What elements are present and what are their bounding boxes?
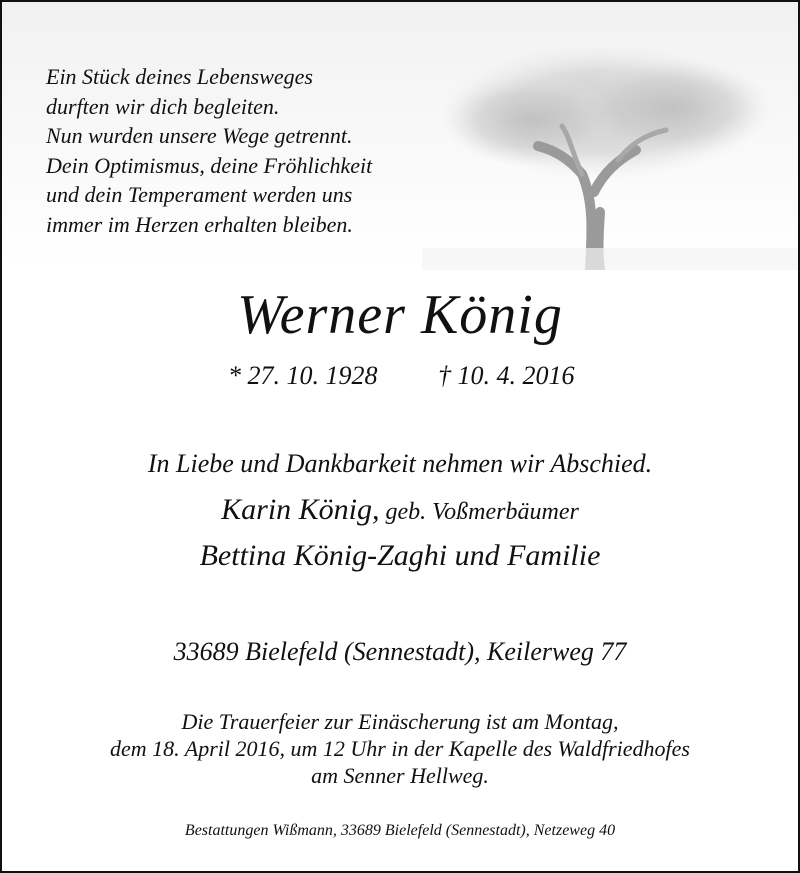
poem-line: durften wir dich begleiten. <box>46 93 280 119</box>
mourner-primary-name: Karin König, <box>221 493 380 526</box>
mourner-primary-maiden-name: geb. Voßmerbäumer <box>379 499 579 525</box>
service-line: dem 18. April 2016, um 12 Uhr in der Kapelle des Waldfriedhofes <box>110 736 690 761</box>
service-line: am Senner Hellweg. <box>311 763 489 788</box>
death-date: † 10. 4. 2016 <box>438 361 575 390</box>
poem-line: Ein Stück deines Lebensweges <box>46 64 313 89</box>
birth-date: * 27. 10. 1928 <box>228 361 378 390</box>
service-info <box>2 708 798 789</box>
poem-line: Dein Optimismus, deine Fröhlichkeit <box>46 152 373 178</box>
poem <box>46 62 372 239</box>
poem-line: Nun wurden unsere Wege getrennt. <box>46 123 353 148</box>
service-line: Die Trauerfeier zur Einäscherung ist am Montag, <box>181 709 619 734</box>
poem-line: und dein Temperament werden uns <box>46 182 353 207</box>
poem-line: immer im Herzen erhalten bleiben. <box>46 211 353 237</box>
deceased-name: Werner König <box>237 284 563 346</box>
mourner-primary <box>2 490 798 532</box>
funeral-home: Bestattungen Wißmann, 33689 Bielefeld (Sennestadt), Netzeweg 40 <box>184 822 616 839</box>
family-address: 33689 Bielefeld (Sennestadt), Keilerweg 77 <box>173 637 627 666</box>
mourner-secondary: Bettina König-Zaghi und Familie <box>199 539 601 572</box>
farewell-line: In Liebe und Dankbarkeit nehmen wir Abschied. <box>147 449 653 478</box>
tree-illustration <box>422 42 798 270</box>
